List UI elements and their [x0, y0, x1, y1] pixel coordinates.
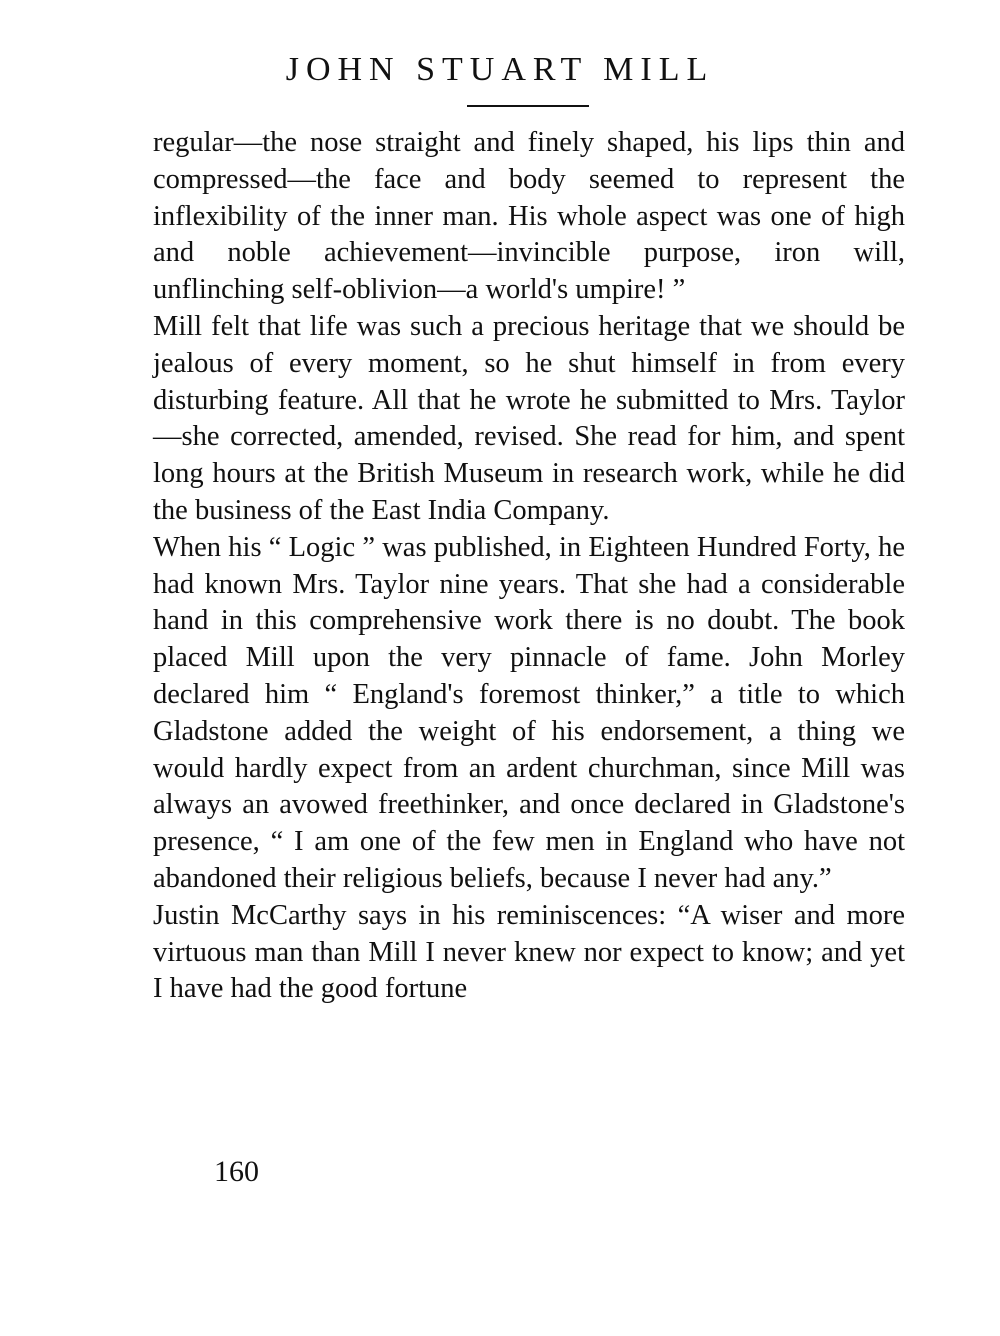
paragraph-3: When his “ Logic ” was published, in Eighteen Hundred Forty, he had known Mrs. Taylor nine years. That she had a considerable hand in this comprehensive work there is no doubt. The book placed Mill upon the very pinnacle of fame. John Morley declared him “ England's foremost thinker,” a title to which Gladstone added the weight of his endorsement, a thing we would hardly expect from an ardent churchman, since Mill was always an avowed freethinker, and once declared in Gladstone's presence, “ I am one of the few men in England who have not abandoned their religious beliefs, because I never had any.” — [153, 531, 905, 894]
paragraph-4: Justin McCarthy says in his reminiscences: “A wiser and more virtuous man than Mill I never knew nor expect to know; and yet I have had the good fortune — [153, 899, 905, 1005]
running-title: JOHN STUART MILL — [285, 51, 715, 88]
paragraph-2: Mill felt that life was such a precious heritage that we should be jealous of every moment, so he shut himself in from every disturbing feature. All that he wrote he submitted to Mrs. Taylor—she corrected, amended, revised. She read for him, and spent long hours at the British Museum in research work, while he did the business of the East India Company. — [153, 310, 905, 526]
header-rule — [467, 105, 589, 107]
paragraph-1: regular—the nose straight and finely shaped, his lips thin and compressed—the face and body seemed to represent the inflexibility of the inner man. His whole aspect was one of high and noble achievement—invincible purpose, iron will, unflinching self-oblivion—a world's umpire! ” — [153, 127, 905, 306]
body-text — [153, 125, 905, 1008]
page-number: 160 — [214, 1155, 259, 1188]
